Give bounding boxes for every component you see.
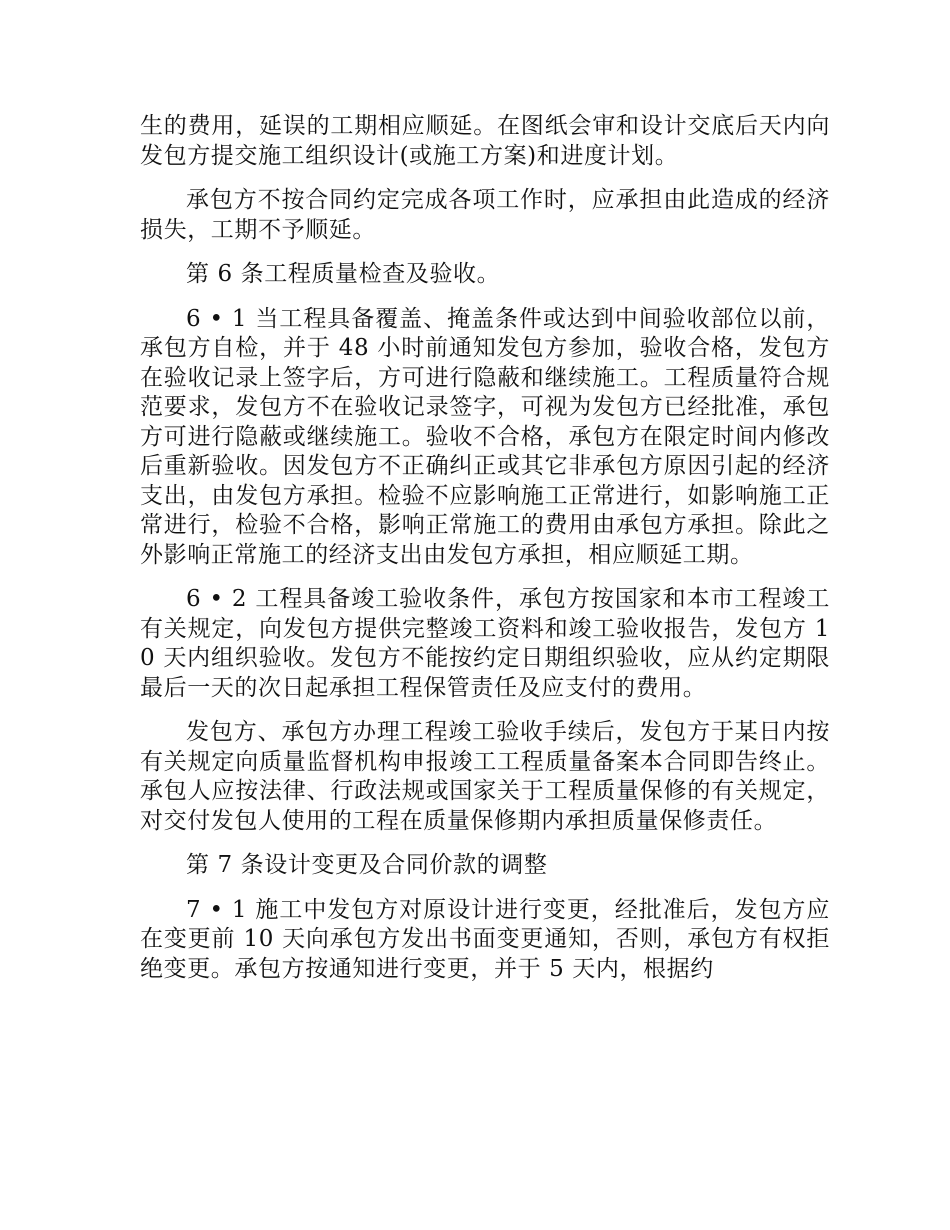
clause-6-1: 6 • 1 当工程具备覆盖、掩盖条件或达到中间验收部位以前，承包方自检，并于 48 小时前通知发包方参加，验收合格，发包方在验收记录上签字后，方可进行隐蔽和继续施工。工程质量符合规范要求，发包方不在验收记录签字，可视为发包方已经批准，承包方可进行隐蔽或继续施工。验收不合格，承包方在限定时间内修改后重新验收。因发包方不正确纠正或其它非承包方原因引起的经济支出，由发包方承担。检验不应影响施工正常进行，如影响施工正常进行，检验不合格，影响正常施工的费用由承包方承担。除此之外影响正常施工的经济支出由发包方承担，相应顺延工期。 xyxy=(140,305,830,568)
clause-6-2: 6 • 2 工程具备竣工验收条件，承包方按国家和本市工程竣工有关规定，向发包方提供完整竣工资料和竣工验收报告，发包方 10 天内组织验收。发包方不能按约定日期组织验收，应从约定期限最后一天的次日起承担工程保管责任及应支付的费用。 xyxy=(140,586,830,701)
document-body xyxy=(140,112,830,999)
paragraph-contractor-liability: 承包方不按合同约定完成各项工作时，应承担由此造成的经济损失，工期不予顺延。 xyxy=(140,187,830,243)
article-7-heading: 第 7 条设计变更及合同价款的调整 xyxy=(186,852,548,878)
paragraph-continued: 生的费用，延误的工期相应顺延。在图纸会审和设计交底后天内向发包方提交施工组织设计(或施工方案)和进度计划。 xyxy=(140,113,830,169)
article-6-heading: 第 6 条工程质量检查及验收。 xyxy=(186,261,501,287)
clause-7-1: 7 • 1 施工中发包方对原设计进行变更，经批准后，发包方应在变更前 10 天向承包方发出书面变更通知，否则，承包方有权拒绝变更。承包方按通知进行变更，并于 5 天内，根据约 xyxy=(140,896,830,982)
paragraph-completion-acceptance: 发包方、承包方办理工程竣工验收手续后，发包方于某日内按有关规定向质量监督机构申报竣工工程质量备案本合同即告终止。承包人应按法律、行政法规或国家关于工程质量保修的有关规定，对交付发包人使用的工程在质量保修期内承担质量保修责任。 xyxy=(140,719,830,834)
